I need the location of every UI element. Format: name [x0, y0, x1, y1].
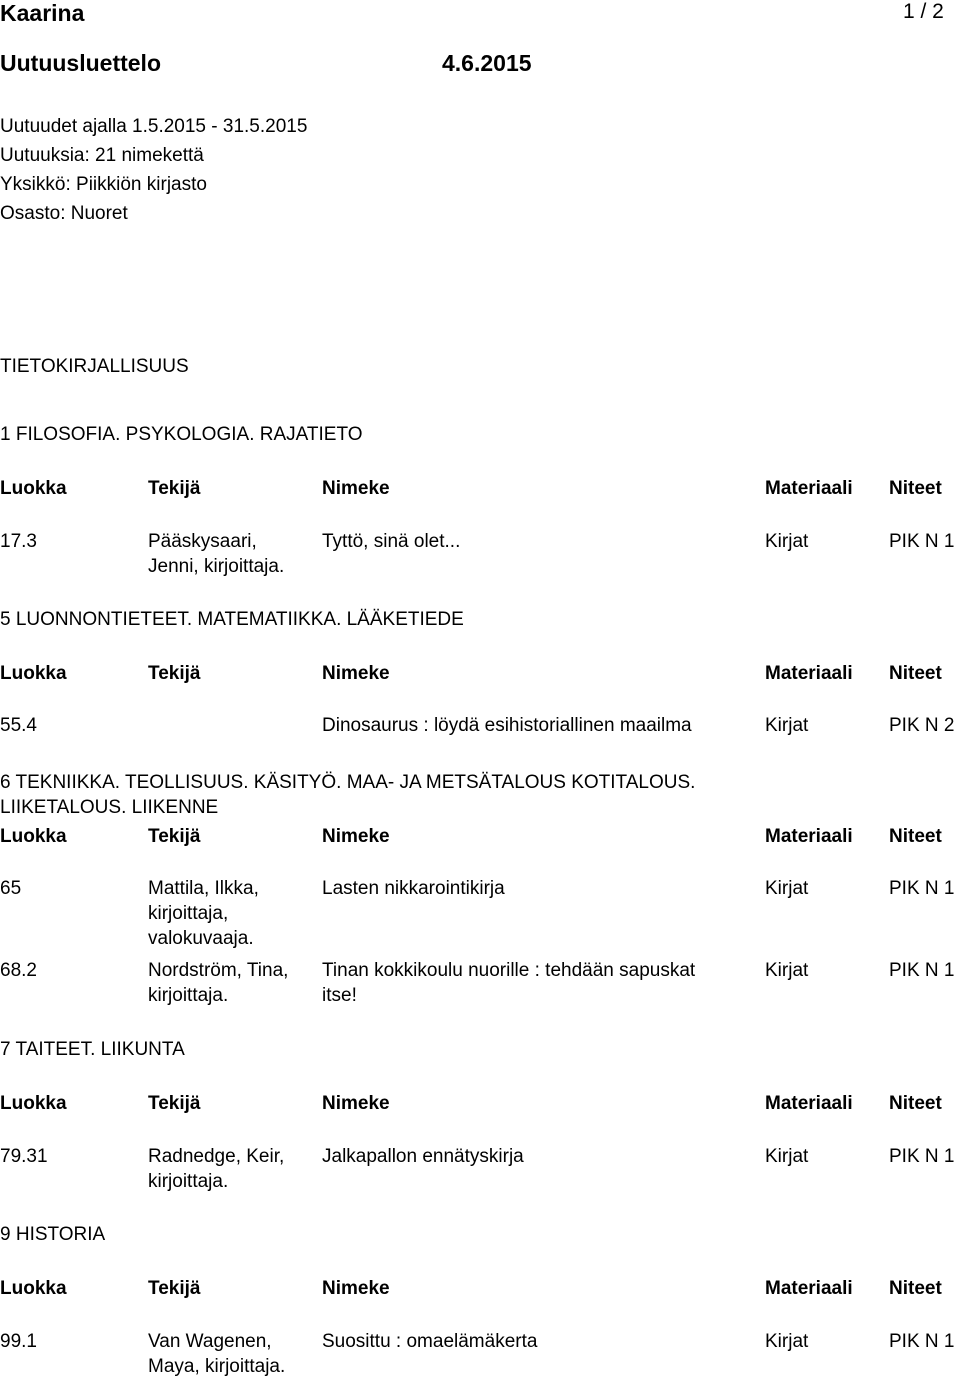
section-heading: 1 FILOSOFIA. PSYKOLOGIA. RAJATIETO — [0, 424, 363, 445]
col-author: Tekijä — [148, 1093, 201, 1114]
col-class: Luokka — [0, 826, 67, 847]
row-author — [148, 1329, 285, 1379]
col-material: Materiaali — [765, 663, 853, 684]
row-material: Kirjat — [765, 531, 809, 552]
col-title: Nimeke — [322, 663, 390, 684]
section-heading-line: LIIKETALOUS. LIIKENNE — [0, 797, 219, 818]
col-class: Luokka — [0, 663, 67, 684]
info-unit: Yksikkö: Piikkiön kirjasto — [0, 174, 207, 195]
author-line: Maya, kirjoittaja. — [148, 1356, 286, 1377]
row-title: Dinosaurus : löydä esihistoriallinen maailma — [322, 715, 692, 736]
row-material: Kirjat — [765, 715, 809, 736]
row-notes: PIK N 1 — [889, 1331, 955, 1352]
row-title: Tyttö, sinä olet... — [322, 531, 461, 552]
author-line: valokuvaaja. — [148, 928, 254, 949]
row-class: 68.2 — [0, 960, 37, 981]
row-notes: PIK N 2 — [889, 715, 955, 736]
title-line: Tinan kokkikoulu nuorille : tehdään sapuskat — [322, 960, 696, 981]
col-author: Tekijä — [148, 663, 201, 684]
col-title: Nimeke — [322, 478, 390, 499]
col-notes: Niteet — [889, 1093, 942, 1114]
document-title: Uutuusluettelo — [0, 50, 161, 76]
title-line: itse! — [322, 985, 357, 1006]
section-heading: 5 LUONNONTIETEET. MATEMATIIKKA. LÄÄKETIEDE — [0, 609, 464, 630]
col-author: Tekijä — [148, 826, 201, 847]
row-class: 65 — [0, 878, 22, 899]
col-title: Nimeke — [322, 1278, 390, 1299]
col-author: Tekijä — [148, 478, 201, 499]
row-notes: PIK N 1 — [889, 960, 955, 981]
section-heading: 9 HISTORIA — [0, 1224, 106, 1245]
author-line: Van Wagenen, — [148, 1331, 272, 1352]
row-material: Kirjat — [765, 1146, 809, 1167]
author-line: kirjoittaja, — [148, 903, 229, 924]
row-author — [148, 529, 284, 579]
col-material: Materiaali — [765, 478, 853, 499]
section-heading — [0, 770, 695, 820]
info-dept: Osasto: Nuoret — [0, 203, 128, 224]
row-notes: PIK N 1 — [889, 531, 955, 552]
col-author: Tekijä — [148, 1278, 201, 1299]
section-heading: 7 TAITEET. LIIKUNTA — [0, 1039, 185, 1060]
document-date: 4.6.2015 — [442, 50, 532, 76]
author-line: Jenni, kirjoittaja. — [148, 556, 285, 577]
col-class: Luokka — [0, 1278, 67, 1299]
author-line: Nordström, Tina, — [148, 960, 289, 981]
library-name: Kaarina — [0, 0, 85, 26]
row-class: 99.1 — [0, 1331, 37, 1352]
category-heading: TIETOKIRJALLISUUS — [0, 356, 189, 377]
row-class: 17.3 — [0, 531, 37, 552]
page-number: 1 / 2 — [903, 0, 944, 23]
row-material: Kirjat — [765, 960, 809, 981]
author-line: Mattila, Ilkka, — [148, 878, 259, 899]
author-line: kirjoittaja. — [148, 985, 229, 1006]
col-notes: Niteet — [889, 826, 942, 847]
col-material: Materiaali — [765, 826, 853, 847]
row-notes: PIK N 1 — [889, 878, 955, 899]
col-class: Luokka — [0, 1093, 67, 1114]
author-line: Radnedge, Keir, — [148, 1146, 285, 1167]
col-material: Materiaali — [765, 1093, 853, 1114]
col-notes: Niteet — [889, 663, 942, 684]
row-title: Lasten nikkarointikirja — [322, 878, 505, 899]
row-class: 55.4 — [0, 715, 37, 736]
row-author — [148, 876, 259, 951]
row-notes: PIK N 1 — [889, 1146, 955, 1167]
row-title: Jalkapallon ennätyskirja — [322, 1146, 524, 1167]
row-author — [148, 1144, 284, 1194]
col-title: Nimeke — [322, 1093, 390, 1114]
col-notes: Niteet — [889, 478, 942, 499]
row-class: 79.31 — [0, 1146, 48, 1167]
section-heading-line: 6 TEKNIIKKA. TEOLLISUUS. KÄSITYÖ. MAA- JA METSÄTALOUS KOTITALOUS. — [0, 772, 696, 793]
col-notes: Niteet — [889, 1278, 942, 1299]
author-line: Pääskysaari, — [148, 531, 257, 552]
row-title: Suosittu : omaelämäkerta — [322, 1331, 538, 1352]
row-material: Kirjat — [765, 1331, 809, 1352]
info-count: Uutuuksia: 21 nimekettä — [0, 145, 204, 166]
col-title: Nimeke — [322, 826, 390, 847]
info-period: Uutuudet ajalla 1.5.2015 - 31.5.2015 — [0, 116, 308, 137]
col-class: Luokka — [0, 478, 67, 499]
row-material: Kirjat — [765, 878, 809, 899]
row-title — [322, 958, 695, 1008]
author-line: kirjoittaja. — [148, 1171, 229, 1192]
col-material: Materiaali — [765, 1278, 853, 1299]
row-author — [148, 958, 288, 1008]
